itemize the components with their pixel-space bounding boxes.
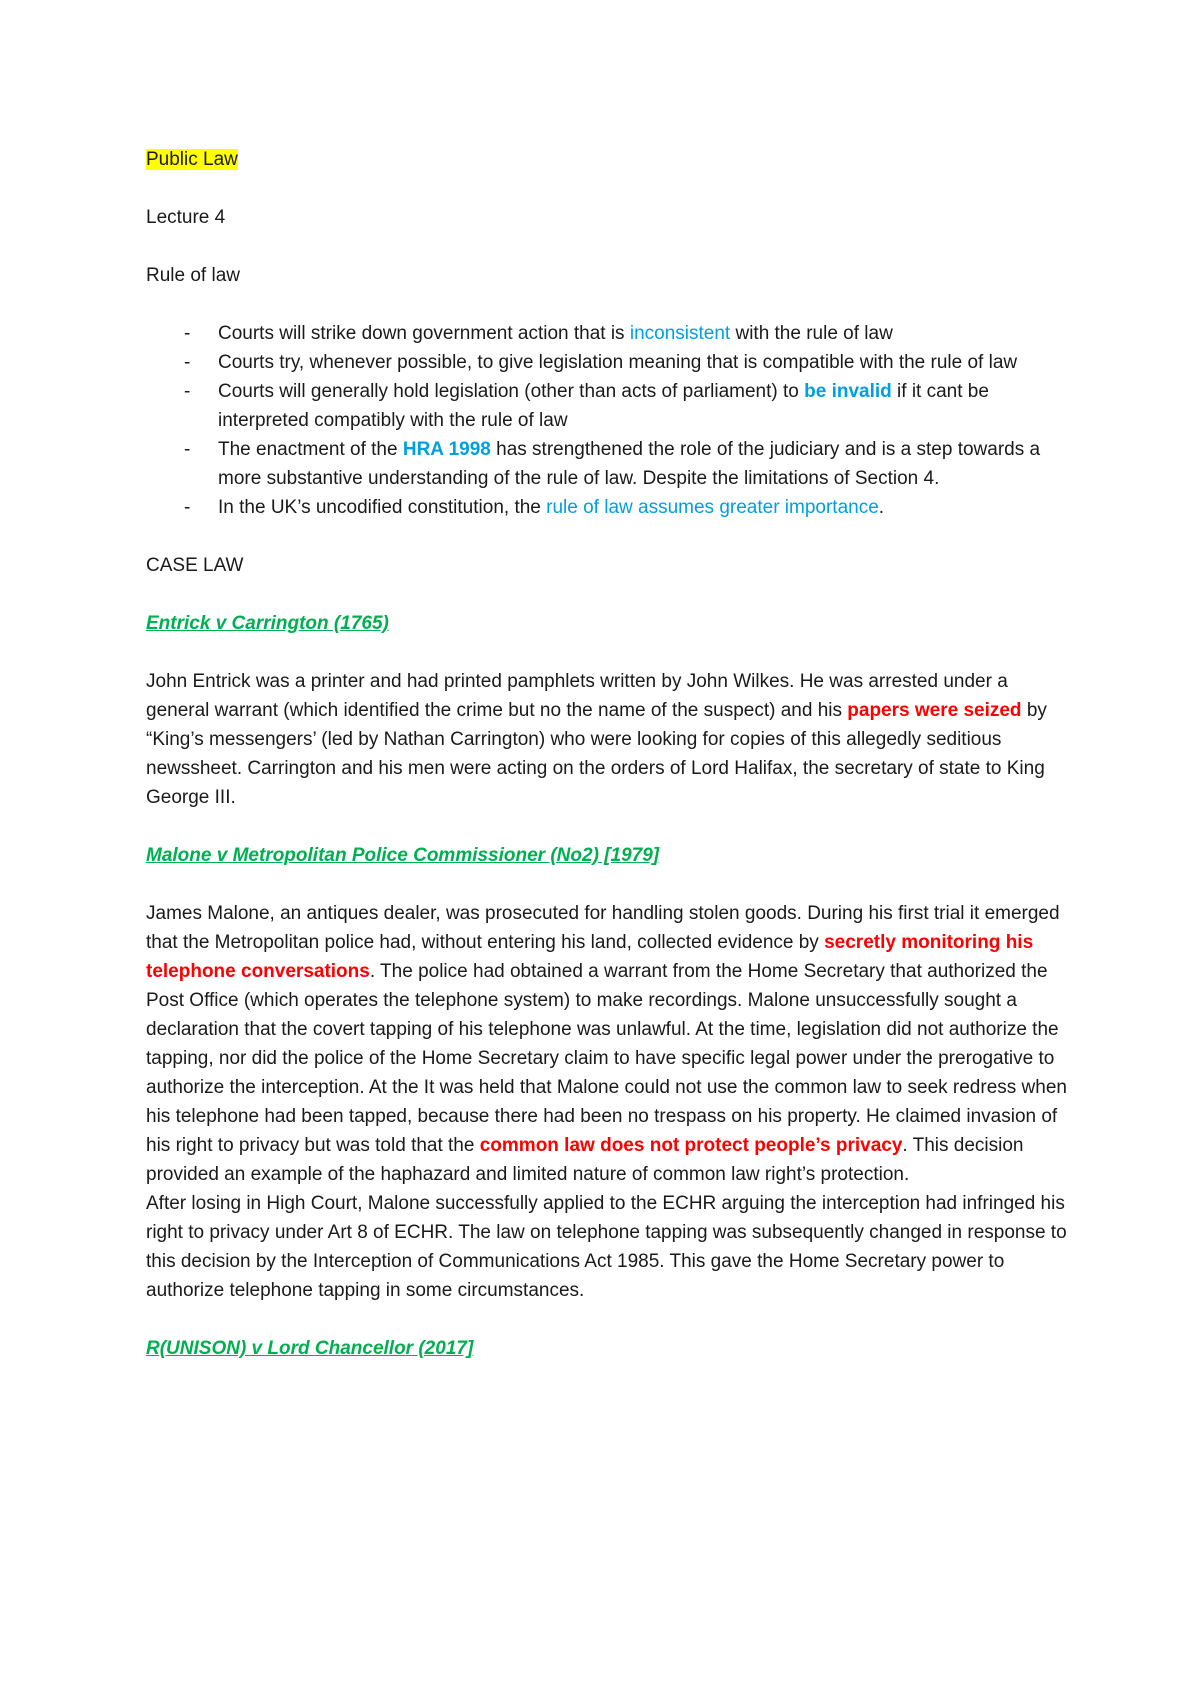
case-title-unison: R(UNISON) v Lord Chancellor (2017]: [146, 1338, 474, 1359]
case-summary-malone: James Malone, an antiques dealer, was prosecuted for handling stolen goods. During his first trial it emerged that the Metropolitan police had, without entering his land, collected evidence by secretly monitoring his telephone conversations. The police had obtained a warrant from the Home Secretary that authorized the Post Office (which operates the telephone system) to make recordings. Malone unsuccessfully sought a declaration that the covert tapping of his telephone was unlawful. At the time, legislation did not authorize the tapping, nor did the police of the Home Secretary claim to have specific legal power under the prerogative to authorize the interception. At the It was held that Malone could not use the common law to seek redress when his telephone had been tapped, because there had been no trespass on his property. He claimed invasion of his right to privacy but was told that the common law does not protect people’s privacy. This decision provided an example of the haphazard and limited nature of common law right’s protection.: [146, 903, 1067, 1185]
highlight-blue: rule of law assumes greater importance: [546, 497, 879, 518]
spacer: [146, 812, 1070, 841]
lecture-label: Lecture 4: [146, 207, 226, 228]
spacer: [146, 232, 1070, 261]
case-summary-malone-2: After losing in High Court, Malone successfully applied to the ECHR arguing the interception had infringed his right to privacy under Art 8 of ECHR. The law on telephone tapping was subsequently changed in response to this decision by the Interception of Communications Act 1985. This gave the Home Secretary power to authorize telephone tapping in some circumstances.: [146, 1193, 1067, 1301]
spacer: [146, 522, 1070, 551]
case-summary-entrick: John Entrick was a printer and had printed pamphlets written by John Wilkes. He was arrested under a general warrant (which identified the crime but no the name of the suspect) and his papers were seized by “King’s messengers’ (led by Nathan Carrington) who were looking for copies of this allegedly seditious newssheet. Carrington and his men were acting on the orders of Lord Halifax, the secretary of state to King George III.: [146, 671, 1047, 808]
title-highlight: Public Law: [146, 149, 238, 170]
bullet-item: - Courts will generally hold legislation (other than acts of parliament) to be invalid if it cant be interpreted compatibly with the rule of law: [146, 377, 1070, 435]
highlight-blue: HRA 1998: [402, 439, 491, 460]
bullet-item: - In the UK’s uncodified constitution, the rule of law assumes greater importance.: [146, 493, 1070, 522]
highlight-blue: be invalid: [804, 381, 892, 402]
doc-title: [146, 145, 1070, 174]
bullet-item: - Courts try, whenever possible, to give legislation meaning that is compatible with the rule of law: [146, 348, 1070, 377]
spacer: [146, 174, 1070, 203]
topic-heading: Rule of law: [146, 265, 240, 286]
highlight-blue: inconsistent: [629, 323, 731, 344]
spacer: [146, 290, 1070, 319]
highlight-red: secretly monitoring his telephone conversations: [146, 932, 1034, 982]
highlight-red: papers were seized: [847, 700, 1022, 721]
spacer: [146, 638, 1070, 667]
bullet-item: - The enactment of the HRA 1998 has strengthened the role of the judiciary and is a step towards a more substantive understanding of the rule of law. Despite the limitations of Section 4.: [146, 435, 1070, 493]
rule-of-law-bullets: [146, 319, 1070, 522]
bullet-item: - Courts will strike down government action that is inconsistent with the rule of law: [146, 319, 1070, 348]
spacer: [146, 1305, 1070, 1334]
highlight-red: common law does not protect people’s privacy: [479, 1135, 903, 1156]
case-title-entrick: Entrick v Carrington (1765): [146, 613, 389, 634]
case-title-malone: Malone v Metropolitan Police Commissioner (No2) [1979]: [146, 845, 660, 866]
spacer: [146, 870, 1070, 899]
case-law-heading: CASE LAW: [146, 555, 244, 576]
spacer: [146, 580, 1070, 609]
